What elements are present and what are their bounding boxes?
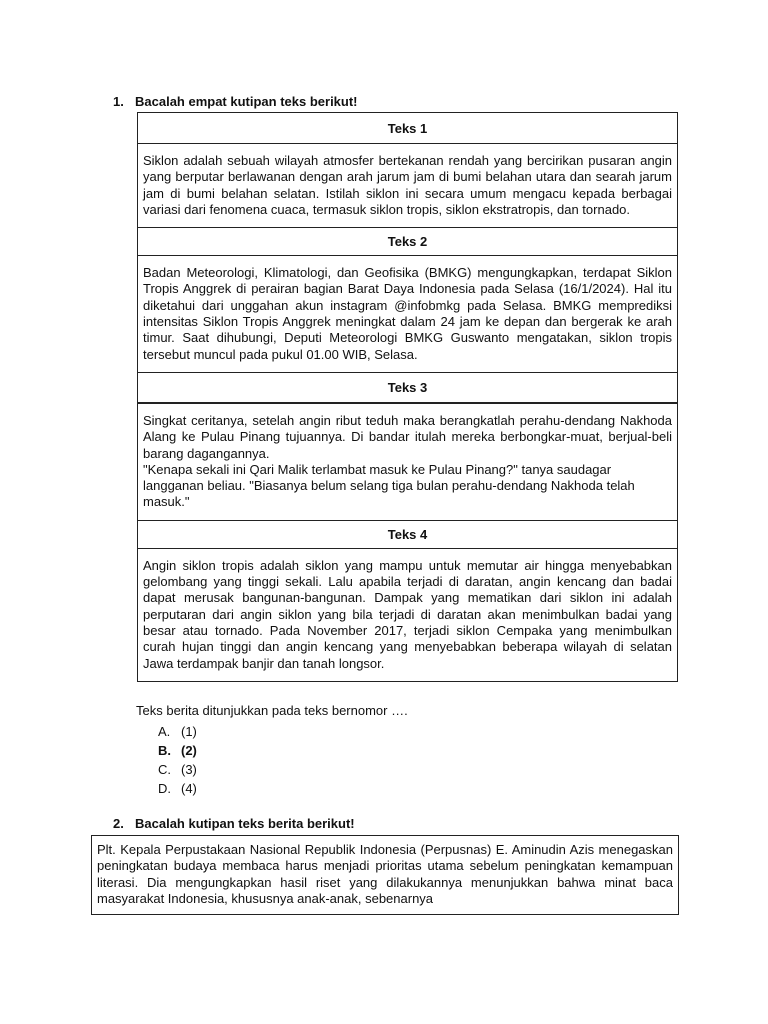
option-a-text: (1) [181,724,197,739]
question-1-number: 1. [113,94,124,109]
answer-options [158,722,197,798]
question-2-text-box: Plt. Kepala Perpustakaan Nasional Republik Indonesia (Perpusnas) E. Aminudin Azis menegaskan peningkatan budaya membaca harus menjadi prioritas utama sebelum peningkatan kemampuan literasi. Dia mengungkapkan hasil riset yang dilakukannya menunjukkan bahwa minat baca masyarakat Indonesia, khususnya anak-anak, sebenarnya [91,835,679,915]
option-c[interactable] [158,760,197,779]
teks-4-body: Angin siklon tropis adalah siklon yang mampu untuk memutar air hingga menyebabkan gelombang yang tinggi sekali. Lalu apabila terjadi di daratan, angin kencang dan badai dapat merusak bangunan-bangunan. Dampak yang mematikan dari siklon ini adalah perputaran dari angin siklon yang bila terjadi di daratan akan menimbulkan badai yang besar atau tornado. Pada November 2017, terjadi siklon Cempaka yang menimbulkan curah hujan tinggi dan angin kencang yang menyebabkan beberapa wilayah di selatan Jawa terdampak banjir dan tanah longsor. [138,548,678,681]
teks-2-body: Badan Meteorologi, Klimatologi, dan Geofisika (BMKG) mengungkapkan, terdapat Siklon Tropis Anggrek di perairan bagian Barat Daya Indonesia pada Selasa (16/1/2024). Hal itu diketahui dari unggahan akun instagram @infobmkg pada Selasa. BMKG memprediksi intensitas Siklon Tropis Anggrek meningkat dalam 24 jam ke depan dan bergerak ke arah timur. Saat dihubungi, Deputi Meteorologi BMKG Guswanto mengatakan, siklon tropis tersebut muncul pada pukul 01.00 WIB, Selasa. [138,256,678,373]
teks-3-dialogue: "Kenapa sekali ini Qari Malik terlambat masuk ke Pulau Pinang?" tanya saudagar langganan beliau. "Biasanya belum selang tiga bulan perahu-dendang Nakhoda telah masuk." [143,461,635,510]
option-c-text: (3) [181,762,197,777]
option-b[interactable] [158,741,197,760]
teks-4-title: Teks 4 [138,520,678,548]
question-1-instruction: Bacalah empat kutipan teks berikut! [135,94,358,109]
question-1-prompt: Teks berita ditunjukkan pada teks bernomor …. [136,703,408,718]
option-d-text: (4) [181,781,197,796]
teks-1-title: Teks 1 [138,113,678,144]
option-c-letter: C. [158,762,171,777]
option-d-letter: D. [158,781,171,796]
option-b-letter: B. [158,743,171,758]
option-a-letter: A. [158,724,171,739]
teks-3-title: Teks 3 [138,372,678,403]
option-a[interactable] [158,722,197,741]
teks-2-title: Teks 2 [138,228,678,256]
option-d[interactable] [158,779,197,798]
question-1-heading [113,94,358,109]
teks-3-body: Singkat ceritanya, setelah angin ribut teduh maka berangkatlah perahu-dendang Nakhoda Alang ke Pulau Pinang tujuannya. Di bandar itulah mereka berbongkar-muat, berjual-beli barang dagangannya. [143,412,672,461]
question-2-instruction: Bacalah kutipan teks berita berikut! [135,816,355,831]
teks-3-cell [138,403,678,520]
teks-1-body: Siklon adalah sebuah wilayah atmosfer bertekanan rendah yang bercirikan pusaran angin yang berputar berlawanan dengan arah jarum jam di bumi belahan utara dan searah jarum jam di bumi belahan selatan. Istilah siklon ini secara umum mengacu kepada berbagai variasi dari fenomena cuaca, termasuk siklon tropis, siklon ekstratropis, dan tornado. [138,144,678,228]
question-2-number: 2. [113,816,124,831]
question-2-heading [113,816,355,831]
option-b-text: (2) [181,743,197,758]
texts-table [137,112,678,682]
